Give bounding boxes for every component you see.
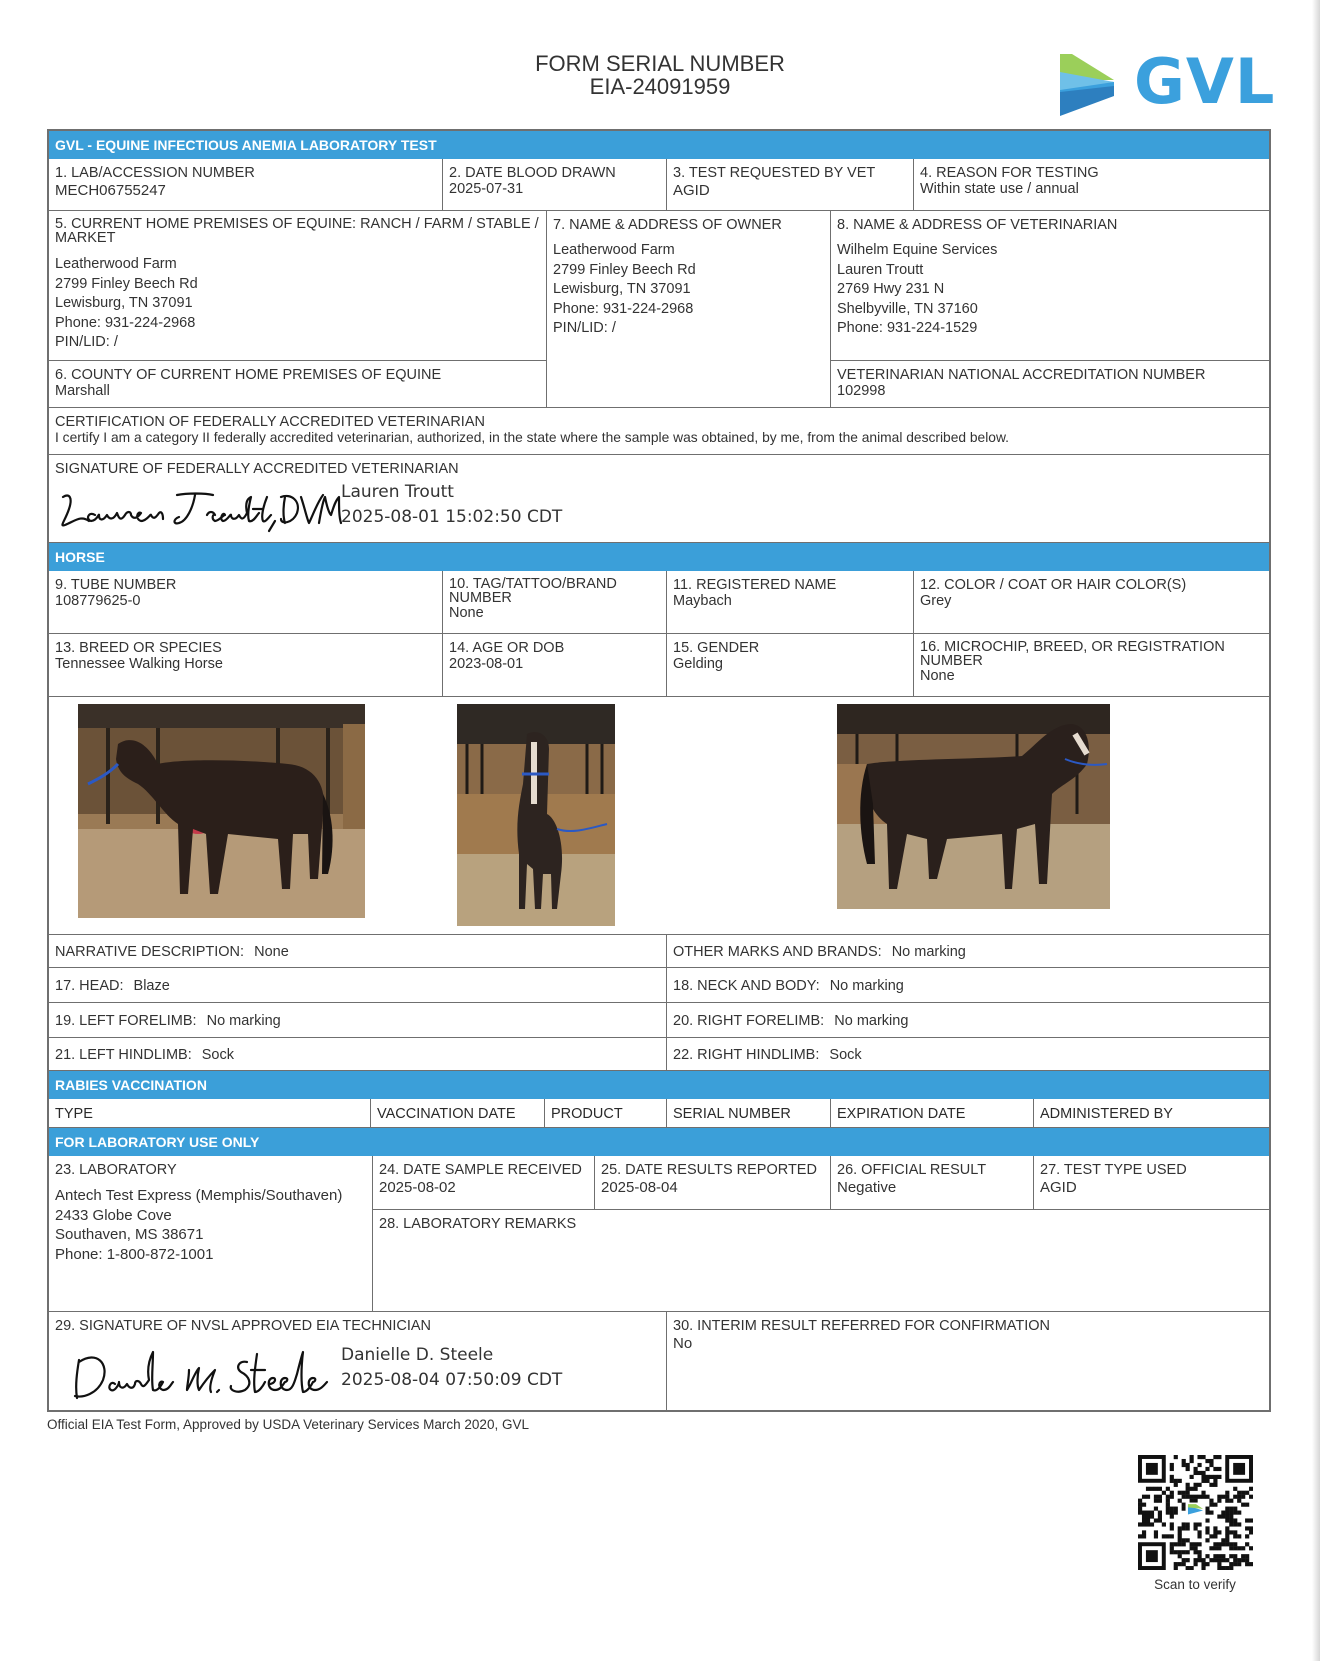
gvl-logo-text: GVL — [1134, 45, 1276, 118]
laboratory-street: 2433 Globe Cove — [55, 1206, 172, 1224]
lab-accession-value: MECH06755247 — [55, 182, 166, 199]
test-type-value: AGID — [1040, 1179, 1077, 1196]
microchip-label: 16. MICROCHIP, BREED, OR REGISTRATION NUMBER — [920, 639, 1225, 669]
vet-street: 2769 Hwy 231 N — [837, 281, 945, 297]
vet-signature-cell — [49, 455, 1269, 543]
vet-accreditation-label: VETERINARIAN NATIONAL ACCREDITATION NUMBER — [837, 367, 1206, 383]
page-edge-shadow — [1312, 0, 1320, 1661]
vet-signature-timestamp: 2025-08-01 15:02:50 CDT — [341, 507, 563, 527]
date-reported-cell — [595, 1156, 831, 1210]
lab-remarks-cell — [373, 1210, 1269, 1312]
owner-name: Leatherwood Farm — [553, 242, 675, 258]
vet-phone: Phone: 931-224-1529 — [837, 320, 978, 336]
vet-cell — [831, 211, 1269, 361]
left-hindlimb-cell — [49, 1038, 667, 1071]
right-forelimb-cell — [667, 1003, 1269, 1038]
right-hindlimb-value: Sock — [829, 1047, 862, 1063]
right-hindlimb-cell — [667, 1038, 1269, 1071]
vet-signed-name: Lauren Troutt — [341, 482, 454, 502]
premises-pin: PIN/LID: / — [55, 334, 118, 350]
horse-photo-center — [457, 704, 615, 926]
tag-label: 10. TAG/TATTOO/BRAND NUMBER — [449, 576, 617, 606]
premises-name: Leatherwood Farm — [55, 256, 177, 272]
other-marks-value: No marking — [891, 944, 966, 960]
official-result-value: Negative — [837, 1179, 897, 1196]
owner-city: Lewisburg, TN 37091 — [553, 281, 691, 297]
test-requested-value: AGID — [673, 182, 710, 199]
age-value: 2023-08-01 — [449, 656, 524, 672]
owner-street: 2799 Finley Beech Rd — [553, 261, 696, 278]
date-received-label: 24. DATE SAMPLE RECEIVED — [379, 1162, 582, 1178]
technician-signature-label: 29. SIGNATURE OF NVSL APPROVED EIA TECHNICIAN — [55, 1318, 432, 1334]
owner-pin: PIN/LID: / — [553, 320, 616, 336]
county-value: Marshall — [55, 383, 110, 399]
certification-text: I certify I am a category II federally accredited veterinarian, authorized, in the state where the sample was obtained, by me, from the animal described below. — [55, 430, 1010, 445]
interim-result-value: No — [673, 1335, 693, 1352]
laboratory-city: Southaven, MS 38671 — [55, 1226, 204, 1243]
registered-cell — [667, 571, 914, 634]
date-blood-cell — [443, 159, 667, 211]
microchip-cell — [914, 634, 1269, 697]
qr-scan-label: Scan to verify — [1154, 1577, 1236, 1592]
owner-phone: Phone: 931-224-2968 — [553, 300, 694, 317]
head-cell — [49, 968, 667, 1003]
eia-form — [47, 129, 1271, 1412]
age-label: 14. AGE OR DOB — [449, 640, 565, 656]
premises-street: 2799 Finley Beech Rd — [55, 275, 198, 292]
registered-value: Maybach — [673, 593, 732, 609]
tube-value: 108779625-0 — [55, 593, 141, 609]
premises-phone: Phone: 931-224-2968 — [55, 314, 196, 331]
premises-label: 5. CURRENT HOME PREMISES OF EQUINE: RANCH / FARM / STABLE / MARKET — [55, 216, 539, 246]
test-requested-label: 3. TEST REQUESTED BY VET — [673, 165, 876, 181]
tube-label: 9. TUBE NUMBER — [55, 577, 177, 593]
section-lab-header: FOR LABORATORY USE ONLY — [49, 1128, 1269, 1156]
test-type-cell — [1034, 1156, 1269, 1210]
age-cell — [443, 634, 667, 697]
section-eia-header: GVL - EQUINE INFECTIOUS ANEMIA LABORATORY TEST — [49, 131, 1269, 159]
rabies-col-product: PRODUCT — [545, 1099, 667, 1128]
form-serial-header — [460, 52, 860, 98]
owner-label: 7. NAME & ADDRESS OF OWNER — [553, 217, 782, 233]
gender-value: Gelding — [673, 656, 723, 672]
tag-cell — [443, 571, 667, 634]
breed-cell — [49, 634, 443, 697]
other-marks-label: OTHER MARKS AND BRANDS: — [673, 944, 882, 960]
test-type-label: 27. TEST TYPE USED — [1040, 1162, 1187, 1178]
gender-cell — [667, 634, 914, 697]
interim-result-cell — [667, 1312, 1269, 1410]
left-forelimb-value: No marking — [206, 1013, 281, 1029]
technician-handwritten-signature — [69, 1340, 339, 1404]
left-hindlimb-value: Sock — [201, 1047, 234, 1063]
horse-photos-cell — [49, 697, 1269, 935]
rabies-col-expiration-date: EXPIRATION DATE — [831, 1099, 1034, 1128]
vet-handwritten-signature — [55, 485, 345, 537]
date-reported-value: 2025-08-04 — [601, 1179, 678, 1196]
neck-cell — [667, 968, 1269, 1003]
narrative-value: None — [254, 944, 289, 960]
tube-cell — [49, 571, 443, 634]
horse-photo-right — [837, 704, 1110, 909]
date-blood-value: 2025-07-31 — [449, 181, 524, 197]
color-label: 12. COLOR / COAT OR HAIR COLOR(S) — [920, 577, 1187, 593]
other-marks-cell — [667, 935, 1269, 968]
left-forelimb-cell — [49, 1003, 667, 1038]
rabies-col-vaccination-date: VACCINATION DATE — [371, 1099, 545, 1128]
color-value: Grey — [920, 593, 952, 609]
gender-label: 15. GENDER — [673, 640, 760, 656]
lab-accession-cell — [49, 159, 443, 211]
head-label: 17. HEAD: — [55, 978, 124, 994]
right-forelimb-value: No marking — [834, 1013, 909, 1029]
microchip-value: None — [920, 668, 955, 684]
vet-city: Shelbyville, TN 37160 — [837, 300, 978, 317]
form-serial-title: FORM SERIAL NUMBER — [535, 51, 785, 76]
breed-value: Tennessee Walking Horse — [55, 656, 223, 672]
date-reported-label: 25. DATE RESULTS REPORTED — [601, 1162, 817, 1178]
breed-label: 13. BREED OR SPECIES — [55, 640, 222, 656]
laboratory-name: Antech Test Express (Memphis/Southaven) — [55, 1187, 343, 1204]
head-value: Blaze — [133, 978, 170, 994]
technician-signature-cell — [49, 1312, 667, 1410]
lab-accession-label: 1. LAB/ACCESSION NUMBER — [55, 165, 255, 181]
official-result-label: 26. OFFICIAL RESULT — [837, 1162, 987, 1178]
registered-label: 11. REGISTERED NAME — [673, 577, 837, 593]
narrative-label: NARRATIVE DESCRIPTION: — [55, 944, 245, 960]
rabies-col-serial-number: SERIAL NUMBER — [667, 1099, 831, 1128]
horse-photo-left — [78, 704, 365, 918]
reason-label: 4. REASON FOR TESTING — [920, 165, 1099, 181]
date-received-cell — [373, 1156, 595, 1210]
certification-label: CERTIFICATION OF FEDERALLY ACCREDITED VETERINARIAN — [55, 414, 485, 430]
color-cell — [914, 571, 1269, 634]
vet-label: 8. NAME & ADDRESS OF VETERINARIAN — [837, 217, 1118, 233]
right-hindlimb-label: 22. RIGHT HINDLIMB: — [673, 1047, 820, 1063]
form-serial-number: EIA-24091959 — [589, 74, 731, 99]
rabies-col-type: TYPE — [49, 1099, 371, 1128]
certification-cell — [49, 408, 1269, 455]
premises-city: Lewisburg, TN 37091 — [55, 295, 193, 311]
narrative-cell — [49, 935, 667, 968]
laboratory-label: 23. LABORATORY — [55, 1162, 177, 1178]
official-result-cell — [831, 1156, 1034, 1210]
interim-result-label: 30. INTERIM RESULT REFERRED FOR CONFIRMATION — [673, 1318, 1051, 1334]
vet-name: Lauren Troutt — [837, 261, 924, 278]
county-cell — [49, 361, 547, 408]
rabies-col-administered-by: ADMINISTERED BY — [1034, 1099, 1269, 1128]
premises-cell — [49, 211, 547, 361]
laboratory-phone: Phone: 1-800-872-1001 — [55, 1245, 214, 1263]
section-horse-header: HORSE — [49, 543, 1269, 571]
vet-practice: Wilhelm Equine Services — [837, 242, 998, 258]
test-requested-cell — [667, 159, 914, 211]
reason-value: Within state use / annual — [920, 181, 1079, 197]
footer-approval-note: Official EIA Test Form, Approved by USDA Veterinary Services March 2020, GVL — [47, 1417, 529, 1432]
tag-value: None — [449, 605, 484, 621]
vet-signature-label: SIGNATURE OF FEDERALLY ACCREDITED VETERINARIAN — [55, 461, 459, 477]
verification-qr-code[interactable] — [1138, 1455, 1253, 1570]
neck-value: No marking — [829, 978, 904, 994]
county-label: 6. COUNTY OF CURRENT HOME PREMISES OF EQUINE — [55, 367, 442, 383]
date-blood-label: 2. DATE BLOOD DRAWN — [449, 165, 616, 181]
reason-cell — [914, 159, 1269, 211]
right-forelimb-label: 20. RIGHT FORELIMB: — [673, 1013, 825, 1029]
vet-accreditation-value: 102998 — [837, 383, 886, 399]
technician-signed-name: Danielle D. Steele — [341, 1345, 494, 1365]
gvl-logo — [1058, 45, 1278, 118]
technician-signature-timestamp: 2025-08-04 07:50:09 CDT — [341, 1370, 563, 1390]
date-received-value: 2025-08-02 — [379, 1179, 456, 1196]
laboratory-cell — [49, 1156, 373, 1312]
left-forelimb-label: 19. LEFT FORELIMB: — [55, 1013, 197, 1029]
lab-remarks-label: 28. LABORATORY REMARKS — [379, 1216, 577, 1232]
section-rabies-header: RABIES VACCINATION — [49, 1071, 1269, 1099]
vet-accreditation-cell — [831, 361, 1269, 408]
gvl-chevron-icon — [1058, 52, 1120, 118]
neck-label: 18. NECK AND BODY: — [673, 978, 820, 994]
left-hindlimb-label: 21. LEFT HINDLIMB: — [55, 1047, 192, 1063]
owner-cell — [547, 211, 831, 408]
